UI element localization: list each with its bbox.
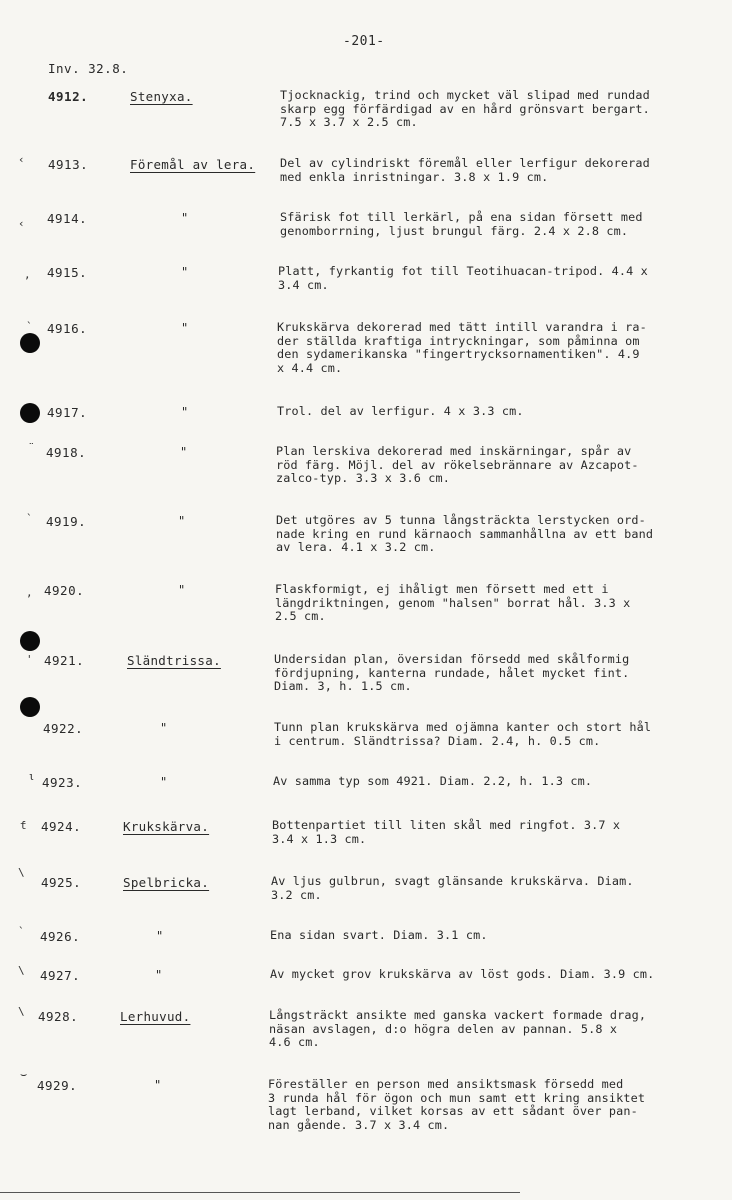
entry-category: Föremål av lera. bbox=[130, 157, 256, 172]
entry-number: 4912. bbox=[48, 89, 89, 104]
entry-description: Del av cylindriskt föremål eller lerfigur dekorerad med enkla inristningar. 3.8 x 1.9 cm. bbox=[280, 156, 650, 184]
entry-description: Tjocknackig, trind och mycket väl slipad med rundad skarp egg förfärdigad av en hård grönsvart bergart. 7.5 x 3.7 x 2.5 cm. bbox=[280, 88, 650, 129]
entry-description: Sfärisk fot till lerkärl, på ena sidan försett med genomborrning, ljust brungul färg. 2.4 x 2.8 cm. bbox=[280, 210, 643, 238]
entry-number: 4913. bbox=[48, 157, 89, 172]
ditto-mark: " bbox=[180, 445, 188, 459]
entry-number: 4917. bbox=[47, 405, 88, 420]
bottom-rule bbox=[0, 1192, 520, 1193]
entry-category: Spelbricka. bbox=[123, 875, 210, 890]
entry-number: 4914. bbox=[47, 211, 88, 226]
ditto-mark: " bbox=[160, 721, 168, 735]
margin-mark: \ bbox=[18, 964, 25, 977]
entry-description: Plan lerskiva dekorerad med inskärningar, spår av röd färg. Möjl. del av rökelsebrännare av Azcapot- zalco-typ. 3.3 x 3.6 cm. bbox=[276, 444, 639, 485]
margin-mark: ¨ bbox=[28, 441, 35, 454]
ditto-mark: " bbox=[181, 265, 189, 279]
margin-mark: ⌣ bbox=[20, 1068, 28, 1081]
entry-description: Långsträckt ansikte med ganska vackert formade drag, näsan avslagen, d:o högra delen av pannan. 5.8 x 4.6 cm. bbox=[269, 1008, 647, 1049]
margin-mark: , bbox=[24, 268, 31, 281]
entry-description: Ena sidan svart. Diam. 3.1 cm. bbox=[270, 928, 488, 942]
entry-description: Det utgöres av 5 tunna långsträckta lerstycken ord- nade kring en rund kärnaoch sammanhållna av ett band av lera. 4.1 x 3.2 cm. bbox=[276, 513, 654, 554]
entry-number: 4924. bbox=[41, 819, 82, 834]
entry-number: 4919. bbox=[46, 514, 87, 529]
page-number: -201- bbox=[343, 34, 385, 49]
entry-number: 4925. bbox=[41, 875, 82, 890]
entry-number: 4921. bbox=[44, 653, 85, 668]
entry-number: 4928. bbox=[38, 1009, 79, 1024]
margin-mark: ι bbox=[28, 770, 35, 783]
entry-description: Bottenpartiet till liten skål med ringfot. 3.7 x 3.4 x 1.3 cm. bbox=[272, 818, 621, 846]
margin-mark: , bbox=[26, 586, 33, 599]
entry-description: Tunn plan krukskärva med ojämna kanter och stort hål i centrum. Sländtrissa? Diam. 2.4, h. 0.5 cm. bbox=[274, 720, 652, 748]
margin-mark: ‹ bbox=[18, 217, 25, 230]
entry-category: Krukskärva. bbox=[123, 819, 210, 834]
margin-mark: ‹ bbox=[18, 153, 25, 166]
margin-mark: \ bbox=[18, 866, 25, 879]
entry-number: 4922. bbox=[43, 721, 84, 736]
entry-number: 4926. bbox=[40, 929, 81, 944]
ditto-mark: " bbox=[156, 929, 164, 943]
ditto-mark: " bbox=[181, 405, 189, 419]
entry-category: Stenyxa. bbox=[130, 89, 193, 104]
punch-hole bbox=[20, 333, 40, 353]
entry-number: 4929. bbox=[37, 1078, 78, 1093]
margin-mark: \ bbox=[18, 1005, 25, 1018]
margin-mark: ƭ bbox=[20, 819, 27, 832]
margin-mark: ' bbox=[26, 653, 33, 666]
ditto-mark: " bbox=[181, 211, 189, 225]
ditto-mark: " bbox=[178, 514, 186, 528]
ditto-mark: " bbox=[155, 968, 163, 982]
entry-number: 4920. bbox=[44, 583, 85, 598]
entry-description: Platt, fyrkantig fot till Teotihuacan-tripod. 4.4 x 3.4 cm. bbox=[278, 264, 648, 292]
entry-description: Krukskärva dekorerad med tätt intill varandra i ra- der ställda kraftiga intryckningar, som påminna om den sydamerikanska "fingertrycksornamentiken". 4.9 x 4.4 cm. bbox=[277, 320, 647, 375]
entry-category: Sländtrissa. bbox=[127, 653, 221, 668]
entry-number: 4916. bbox=[47, 321, 88, 336]
entry-number: 4915. bbox=[47, 265, 88, 280]
entry-description: Föreställer en person med ansiktsmask försedd med 3 runda hål för ögon och mun samt ett kring ansiktet lagt lerband, vilket korsas av ett sådant över pan- nan gående. 3.7 x 3.4 cm. bbox=[268, 1077, 646, 1132]
entry-number: 4918. bbox=[46, 445, 87, 460]
entry-number: 4923. bbox=[42, 775, 83, 790]
punch-hole bbox=[20, 403, 40, 423]
entry-description: Av ljus gulbrun, svagt glänsande krukskärva. Diam. 3.2 cm. bbox=[271, 874, 634, 902]
inventory-header: Inv. 32.8. bbox=[48, 61, 129, 76]
entry-description: Undersidan plan, översidan försedd med skålformig fördjupning, kanterna rundade, hålet mycket fint. Diam. 3, h. 1.5 cm. bbox=[274, 652, 630, 693]
ditto-mark: " bbox=[154, 1078, 162, 1092]
entry-category: Lerhuvud. bbox=[120, 1009, 191, 1024]
punch-hole bbox=[20, 631, 40, 651]
entry-description: Av mycket grov krukskärva av löst gods. Diam. 3.9 cm. bbox=[270, 967, 655, 981]
punch-hole bbox=[20, 697, 40, 717]
margin-mark: ` bbox=[26, 512, 33, 525]
entry-description: Flaskformigt, ej ihåligt men försett med ett i längdriktningen, genom "halsen" borrat hål. 3.3 x 2.5 cm. bbox=[275, 582, 631, 623]
entry-number: 4927. bbox=[40, 968, 81, 983]
ditto-mark: " bbox=[160, 775, 168, 789]
ditto-mark: " bbox=[181, 321, 189, 335]
ditto-mark: " bbox=[178, 583, 186, 597]
entry-description: Trol. del av lerfigur. 4 x 3.3 cm. bbox=[277, 404, 524, 418]
margin-mark: ` bbox=[18, 925, 25, 938]
margin-mark: ` bbox=[26, 320, 33, 333]
entry-description: Av samma typ som 4921. Diam. 2.2, h. 1.3 cm. bbox=[273, 774, 593, 788]
